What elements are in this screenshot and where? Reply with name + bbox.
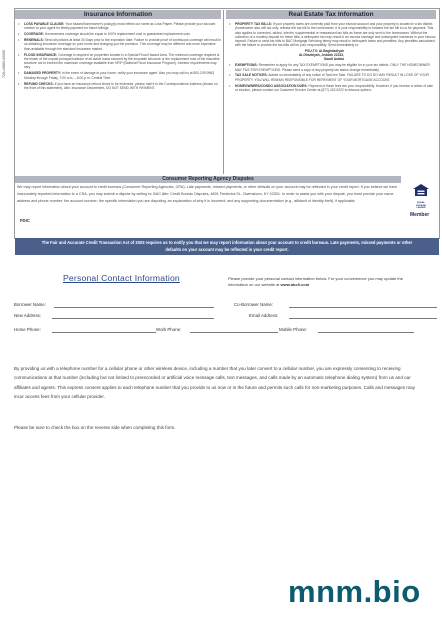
tax-address: PSU-TX: Al-Baghdadiyah Al-Gharbiyah, Jeddah 22233, Saudi Arabia: [298, 48, 344, 62]
insurance-header: Insurance Information: [15, 10, 221, 19]
insurance-item: • FLOOD INSURANCE: Coverage is required on properties located in a Special Flood Hazard Area. The minimum coverage required is the lesser of the unpaid principal balance of all active loans secured by the insurable structure or the replacement cost of the insurable structure not to exceed the maximum coverage available from NFIP (National Flood Insurance Program). Investor requirements may vary.: [17, 53, 221, 70]
borrower-name-label: Borrower Name:: [14, 302, 46, 307]
insurance-item: • REFUND CHECKS: If you have an insurance refund check to be endorsed, please mail it to the Correspondence Address (shown on the front of this statement), Attn: Insurance Department, DO NOT SEND WITH PAYMENT.: [17, 82, 221, 91]
new-address-label: New Address:: [14, 313, 42, 318]
insurance-item: • LOSS PAYABLE CLAUSE: Your hazard/homeowner's policy(s) must reflect our name as Loss Payee. Please provide your account number to your agent for timely payment for future billings.: [17, 22, 221, 31]
mobile-phone-label: Mobile Phone:: [279, 327, 308, 332]
email-address-label: Email Address:: [249, 313, 279, 318]
tax-item: • HOMEOWNERS/CONDO ASSOCIATION DUES: Payment of these fees are your responsibility. However, if you receive a notice of sale or eviction, please contact our Customer Service Center at (877) 422-5222 to discuss options.: [228, 84, 436, 93]
insurance-section: [17, 22, 221, 92]
fair-credit-text: The Fair and Accurate Credit Transaction Act of 2003 requires us to notify you that we may report information about your account to credit bureaus. Late payments, missed payments or other defaults on your account may be reflected in your credit report.: [41, 240, 413, 252]
contact-note: Please provide your personal contact information below. For your convenience you may update the information on our website at www.abc0.com: [228, 276, 403, 287]
contact-title: Personal Contact Information: [63, 273, 180, 283]
work-phone-label: Work Phone:: [156, 327, 182, 332]
credit-body: We may report information about your account to credit bureaus (Consumer Reporting Agencies, CRA). Late payments, missed payments, or other defaults on your account may be reflected in your credit report. If you believe we have inaccurately reported information to a CRA, you may submit a dispute by writing to: BAC Attn: Credit Bureau Disputes, 4801 Frederica St., Owensboro, KY 42301. In order to assist you with your dispute, you must provide your name, address and phone number; the account number; the specific information you are disputing; an explanation of why it is incorrect; and any supporting documentation (e.g., affidavit of identity theft), if applicable.: [17, 185, 398, 203]
new-address-field[interactable]: [52, 318, 214, 319]
home-phone-field[interactable]: [52, 332, 156, 333]
tax-section: [228, 22, 436, 94]
fdic-label: FDIC: [20, 218, 30, 223]
tax-item: • TAX SALE NOTICES: Advise us immediately of any notice of Tax/Lien Sale. FAILURE TO DO SO MAY RESULT IN LOSS OF YOUR PROPERTY. YOU WILL REMAIN RESPONSIBLE FOR REPAYMENT OF YOUR MORTGAGE ACCOUNT.: [228, 73, 436, 82]
website-link[interactable]: www.abc0.com: [280, 282, 310, 287]
equal-housing-icon: [412, 183, 430, 209]
member-label: Member: [410, 212, 430, 218]
fair-credit-banner: [15, 238, 439, 255]
mobile-phone-field[interactable]: [318, 332, 414, 333]
consent-text: By providing us with a telephone number for a cellular phone or other wireless device, including a number that you later convert to a cellular number, you are expressly consenting to receiving communications at that number (including but not limited to prerecorded or artificial voice message calls, text messages, and calls made by an automatic telephone dialing system) from us and our affiliates and agents. This express consent applies to each telephone number that you provide to us now or in the future and permits such calls for non-marketing purposes. Calls and messages may incur access fees from your cellular provider.: [14, 366, 415, 400]
work-phone-field[interactable]: [190, 332, 278, 333]
sidebar-code: 726-c0880-00000: [2, 49, 6, 78]
credit-header: Consumer Reporting Agency Disputes: [15, 176, 401, 183]
tax-item: • PROPERTY TAX BILLS: If your property taxes are currently paid from your escrow account and your property is located in a tax district (homeowner also will not only, release the tax bill to the homeowner, it is your responsibility to forward the tax bill to us for payment. This also applies to corrected, added, interim, supplemental or reassessed tax bills as these are only sent to the homeowner. Without the collection of a monthly deposit for these bills, a delinquent tax may result in an escrow shortage and subsequent increases in your escrow deposit. Failure to send tax bills to BAC Mortgage Servicing timely may result in delinquent taxes and penalties. Any penalties associated with the failure to provide the tax bills will be your responsibility. Send immediately to: PSU-TX: Al-Baghdadiyah Al-Gharbiyah, Jeddah 22233, Saudi Arabia: [228, 22, 436, 62]
tax-item: • EXEMPTIONS: Remember to apply for any TAX EXEMPTIONS you may be eligible for in your tax district. ONLY THE HOMEOWNER MAY FILE FOR EXEMPTIONS. Please send a copy of any property tax status change immediately.: [228, 63, 436, 72]
column-divider: [223, 10, 224, 174]
insurance-item: • COVERAGE: Homeowners coverage should be equal to 100% replacement cost or guaranteed replacement cost.: [17, 32, 221, 36]
co-borrower-name-field[interactable]: [289, 307, 437, 308]
watermark-logo: mnm.bio: [288, 574, 421, 609]
borrower-name-field[interactable]: [54, 307, 214, 308]
email-address-field[interactable]: [289, 318, 437, 319]
insurance-item: • RENEWALS: Send all policies at least 30 Days prior to the expiration date. Failure to provide proof of continuous coverage will result in us obtaining insurance coverage on your home and charging you the premium. This coverage may be different and more expensive than available through the standard insurance market.: [17, 38, 221, 51]
co-borrower-name-label: Co-Borrower Name:: [234, 302, 274, 307]
tax-header: Real Estate Tax Information: [226, 10, 436, 19]
insurance-item: • DAMAGED PROPERTY: In the event of damage to your home, notify your insurance agent. Also you may call us at 800-209-9963 Monday through Friday, 7:00 a.m. – 6:00 p.m. Central Time.: [17, 71, 221, 80]
checkbox-note: Please be sure to check the box on the reverse side when completing this form.: [14, 425, 176, 430]
home-phone-label: Home Phone:: [14, 327, 41, 332]
equal-housing-label: EQUAL HOUSING LENDER: [415, 202, 427, 209]
